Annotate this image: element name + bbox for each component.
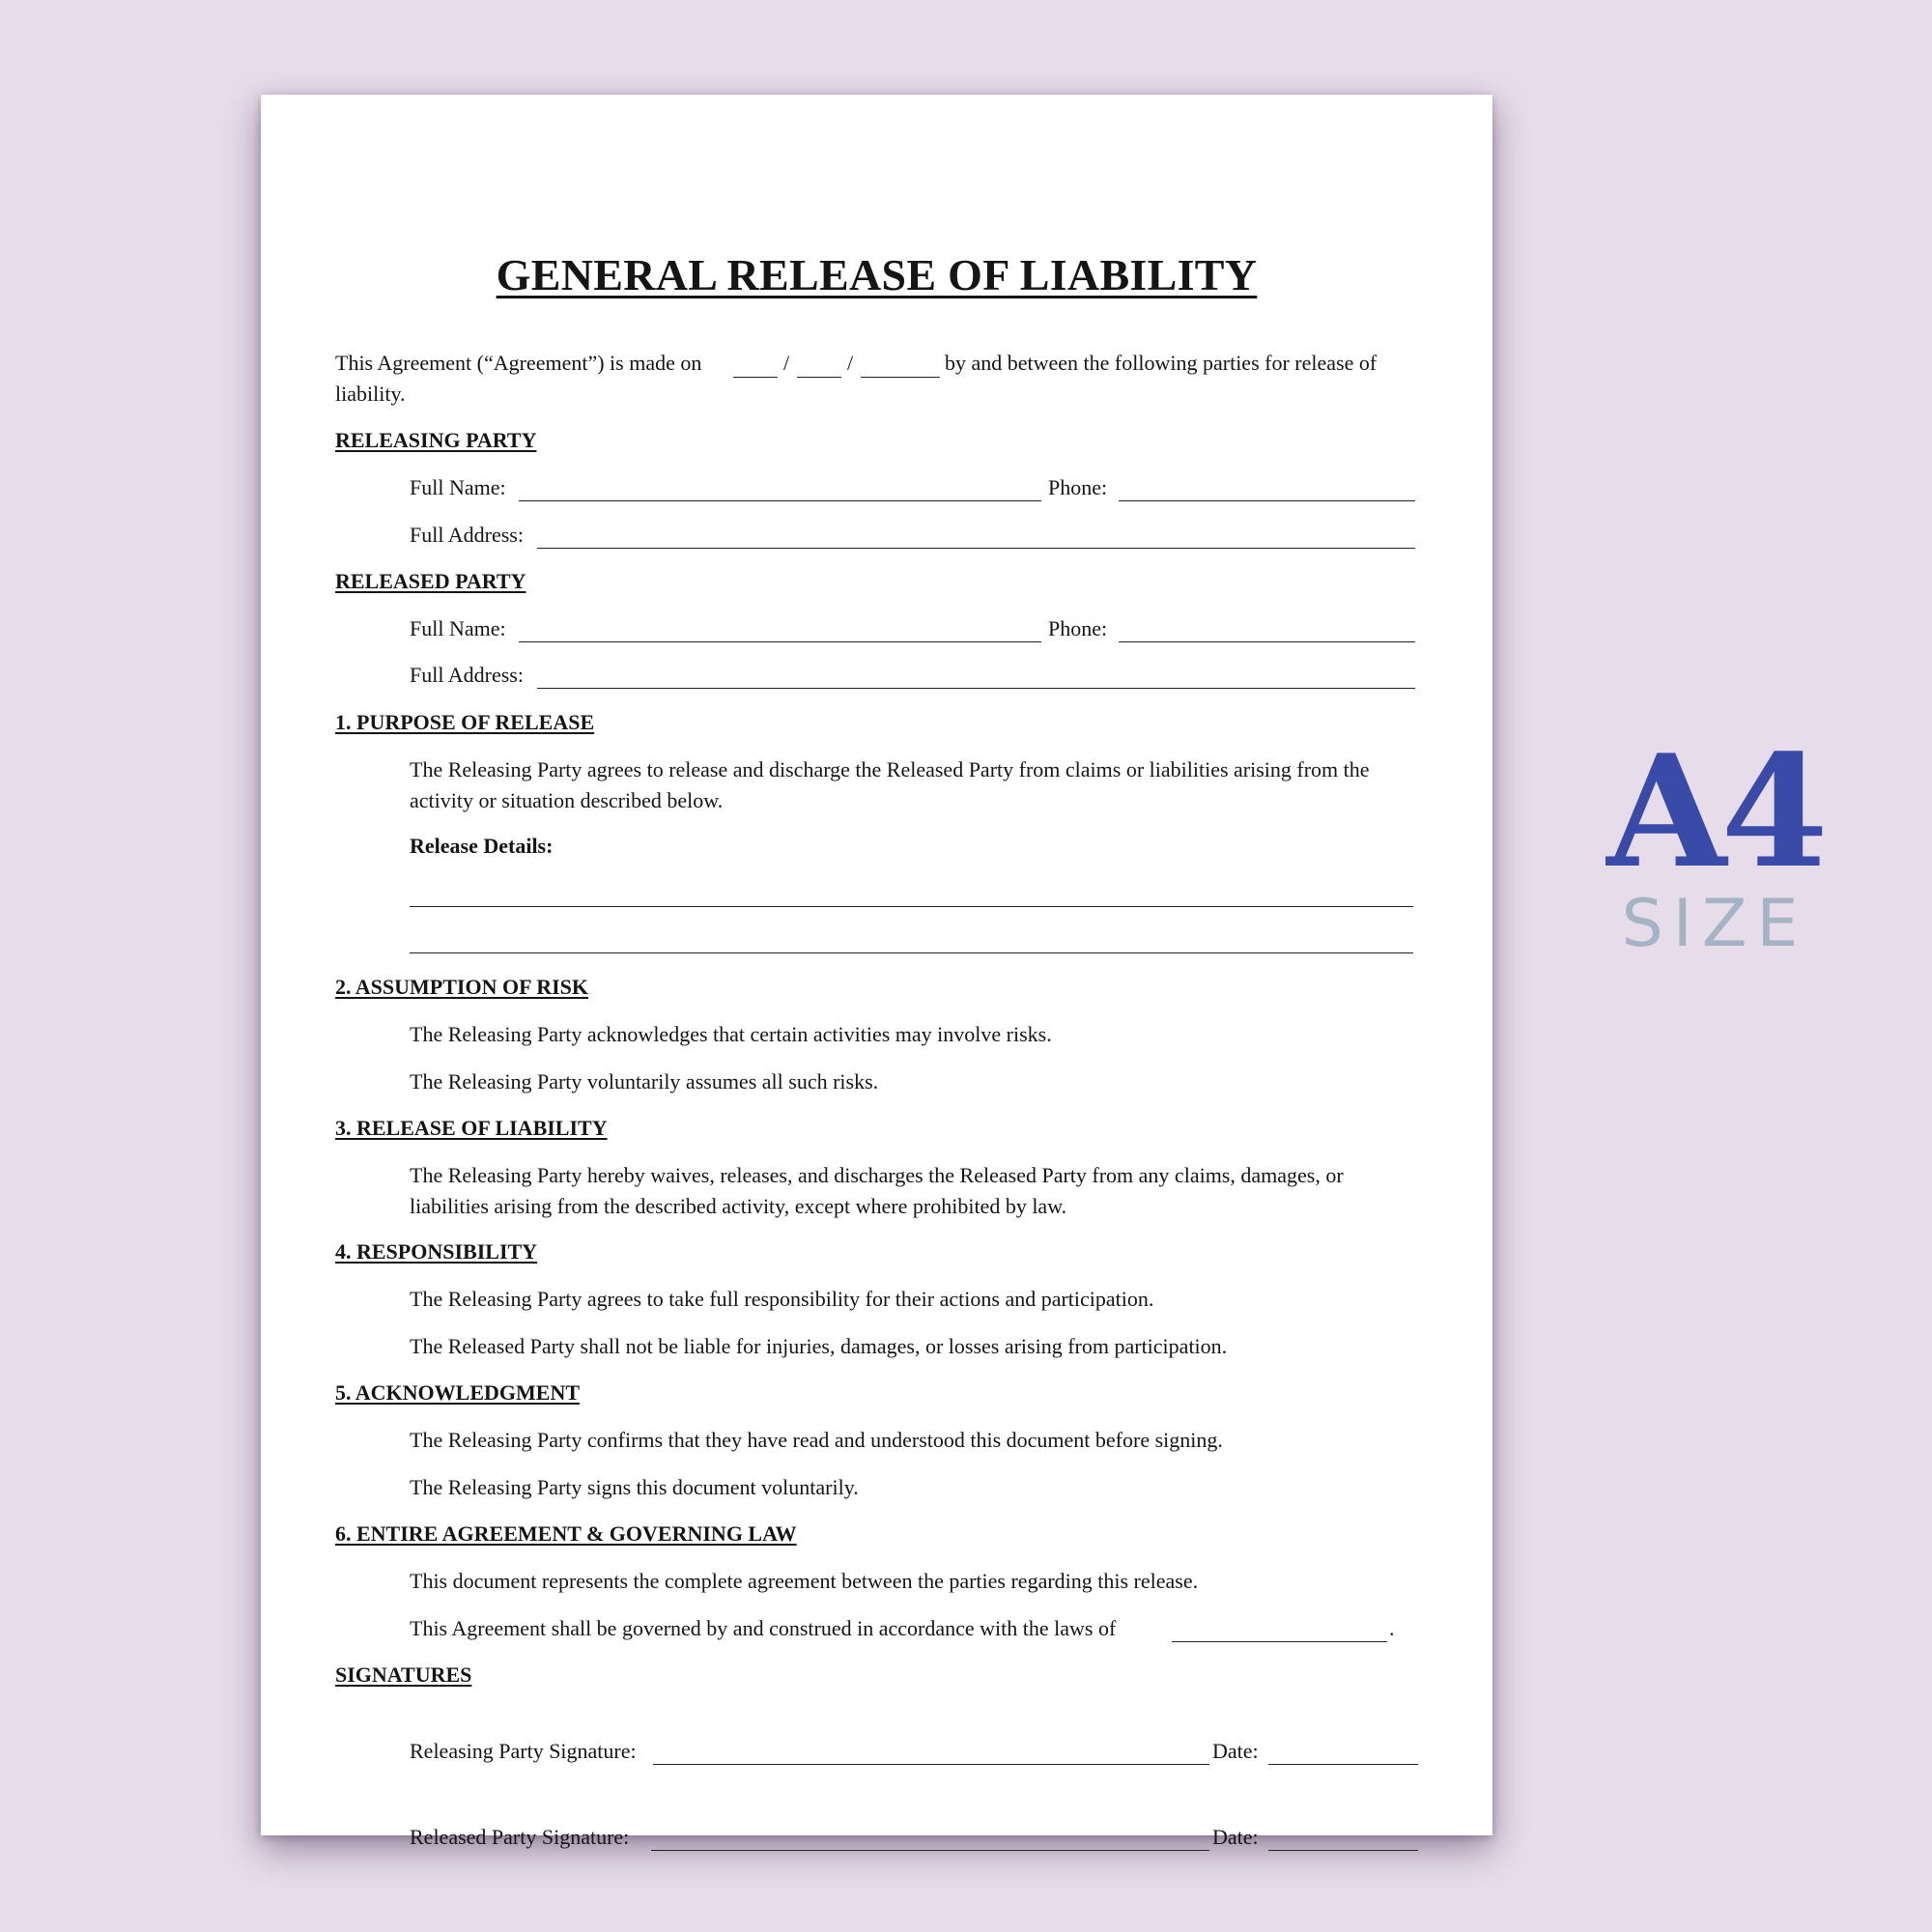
released-address-label: Full Address: <box>410 663 524 687</box>
governing-paragraph-2: This Agreement shall be governed by and construed in accordance with the laws of <box>410 1616 1117 1640</box>
date-month-blank[interactable] <box>797 377 841 378</box>
intro-text-wrap: liability. <box>335 382 406 406</box>
releasing-name-field[interactable] <box>519 500 1041 501</box>
releasing-party-heading: RELEASING PARTY <box>335 428 537 452</box>
releasing-phone-label: Phone: <box>1048 475 1108 499</box>
size-label: SIZE <box>1621 886 1808 962</box>
released-phone-field[interactable] <box>1119 641 1415 642</box>
release-details-label: Release Details: <box>410 834 554 858</box>
intro-text-start: This Agreement (“Agreement”) is made on <box>335 351 702 375</box>
releasing-address-label: Full Address: <box>410 523 524 547</box>
governing-paragraph-1: This document represents the complete agreement between the parties regarding this release. <box>410 1569 1199 1593</box>
risk-paragraph-2: The Releasing Party voluntarily assumes all such risks. <box>410 1069 879 1094</box>
release-details-line-2[interactable] <box>410 952 1413 953</box>
purpose-paragraph: The Releasing Party agrees to release and discharge the Released Party from claims or liabilities arising from the activity or situation described below. <box>410 757 1370 812</box>
released-signature-field[interactable] <box>651 1850 1209 1851</box>
released-party-heading: RELEASED PARTY <box>335 569 526 593</box>
date-day-blank[interactable] <box>733 377 778 378</box>
releasing-name-label: Full Name: <box>410 475 506 499</box>
releasing-phone-field[interactable] <box>1119 500 1415 501</box>
releasing-date-label: Date: <box>1212 1739 1259 1763</box>
released-phone-label: Phone: <box>1048 616 1108 640</box>
governing-period: . <box>1389 1616 1395 1640</box>
section-heading-responsibility: 4. RESPONSIBILITY <box>335 1239 538 1264</box>
release-details-line-1[interactable] <box>410 906 1413 907</box>
risk-paragraph-1: The Releasing Party acknowledges that certain activities may involve risks. <box>410 1022 1052 1046</box>
released-name-field[interactable] <box>519 641 1041 642</box>
released-name-label: Full Name: <box>410 616 506 640</box>
releasing-address-field[interactable] <box>537 548 1415 549</box>
released-signature-label: Released Party Signature: <box>410 1825 630 1849</box>
responsibility-paragraph-2: The Released Party shall not be liable for injuries, damages, or losses arising from participation. <box>410 1334 1228 1358</box>
responsibility-paragraph-1: The Releasing Party agrees to take full responsibility for their actions and participation. <box>410 1287 1154 1311</box>
releasing-date-field[interactable] <box>1268 1764 1418 1765</box>
release-paragraph: The Releasing Party hereby waives, releases, and discharges the Released Party from any claims, damages, or liabilities arising from the described activity, except where prohibited by law. <box>410 1163 1344 1218</box>
governing-law-field[interactable] <box>1172 1641 1387 1642</box>
document-page <box>261 95 1492 1849</box>
releasing-signature-field[interactable] <box>653 1764 1209 1765</box>
released-date-label: Date: <box>1212 1825 1259 1849</box>
a4-label: A4 <box>1606 721 1823 902</box>
acknowledgment-paragraph-2: The Releasing Party signs this document voluntarily. <box>410 1475 859 1499</box>
date-separator: / <box>847 351 854 375</box>
released-address-field[interactable] <box>537 688 1415 689</box>
released-date-field[interactable] <box>1268 1850 1418 1851</box>
date-separator: / <box>783 351 790 375</box>
document-title: GENERAL RELEASE OF LIABILITY <box>496 250 1258 299</box>
releasing-signature-label: Releasing Party Signature: <box>410 1739 637 1763</box>
section-heading-acknowledgment: 5. ACKNOWLEDGMENT <box>335 1380 581 1405</box>
intro-text-end: by and between the following parties for release of <box>945 351 1378 375</box>
size-badge <box>1604 721 1826 962</box>
section-heading-risk: 2. ASSUMPTION OF RISK <box>335 975 589 999</box>
section-heading-governing-law: 6. ENTIRE AGREEMENT & GOVERNING LAW <box>335 1521 797 1546</box>
acknowledgment-paragraph-1: The Releasing Party confirms that they have read and understood this document before signing. <box>410 1428 1223 1452</box>
date-year-blank[interactable] <box>861 377 940 378</box>
section-heading-purpose: 1. PURPOSE OF RELEASE <box>335 710 595 734</box>
signatures-heading: SIGNATURES <box>335 1662 472 1687</box>
section-heading-release: 3. RELEASE OF LIABILITY <box>335 1116 608 1140</box>
